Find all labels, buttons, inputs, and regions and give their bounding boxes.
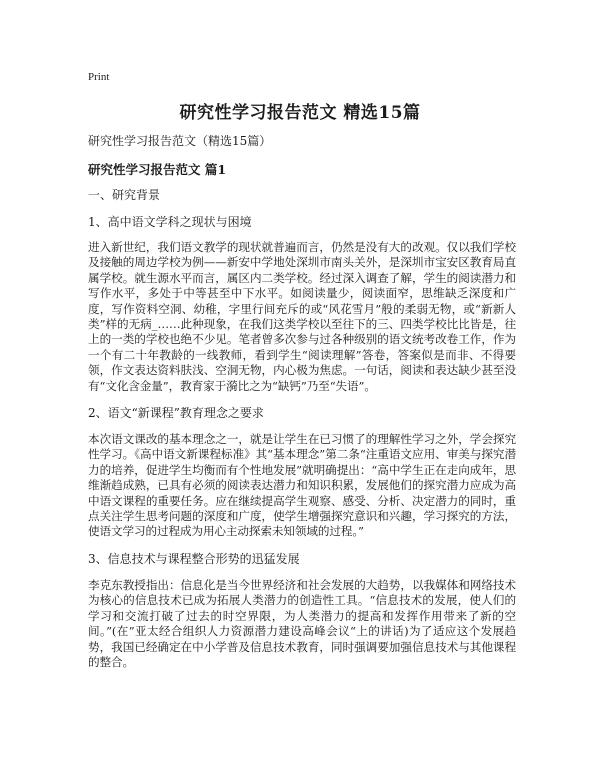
document-title: 研究性学习报告范文 精选15篇: [179, 103, 421, 123]
heading-research-background: 一、研究背景: [88, 188, 161, 202]
document-subtitle: 研究性学习报告范文（精选15篇）: [88, 134, 272, 148]
paragraph-it-integration: 李克东教授指出：信息化是当今世界经济和社会发展的大趋势，以我媒体和网络技术为核心的信息技术已成为拓展人类潜力的创造性工具。“信息技术的发展，使人们的学习和交流打破了过去的时空界限，为人类潜力的提高和发挥作用带来了新的空间。”(在”亚太经合组织人力资源潜力建设高峰会议“上的讲话)为了适应这个发展趋势，我国已经确定在中小学普及信息技术教育，同时强调要加强信息技术与其他课程的整合。: [88, 578, 516, 670]
paragraph-status: 进入新世纪，我们语文教学的现状就普遍而言，仍然是没有大的改观。仅以我们学校及接触的周边学校为例——新安中学地处深圳市南头关外，是深圳市宝安区教育局直属学校。就生源水平而言，属区内二类学校。经过深入调查了解，学生的阅读潜力和写作水平，多处于中等甚至中下水平。如阅读量少，阅读面窄，思维缺乏深度和广度，写作资料空洞、幼稚，字里行间充斥的或“风花雪月”般的柔弱无物，或“新新人类”样的无病_……此种现象，在我们这类学校以至往下的三、四类学校比比皆是，往上的一类的学校也绝不少见。笔者曾多次参与过各种级别的语文统考改卷工作，作为一个有二十年教龄的一线教师，看到学生“阅读理解”答卷，答案似是而非、不得要领，作文表达资料肤浅、空洞无物，内心极为焦虑。一句话，阅读和表达缺少甚至没有“文化含金量”，教育家于漪比之为“缺钙”乃至“失语”。: [88, 240, 516, 393]
heading-new-curriculum: 2、语文“新课程”教育理念之要求: [88, 406, 264, 420]
paragraph-new-curriculum: 本次语文课改的基本理念之一，就是让学生在已习惯了的理解性学习之外，学会探究性学习。《高中语文新课程标准》其“基本理念”第二条“注重语文应用、审美与探究潜力的培养，促进学生均衡而有个性地发展”就明确提出：“高中学生正在走向成年，思维渐趋成熟，已具有必须的阅读表达潜力和知识积累，发展他们的探究潜力应成为高中语文课程的重要任务。应在继续提高学生观察、感受、分析、决定潜力的同时，重点关注学生思考问题的深度和广度，使学生增强探究意识和兴趣，学习探究的方法，使语文学习的过程成为用心主动探索未知领域的过程。”: [88, 432, 516, 539]
heading-it-integration: 3、信息技术与课程整合形势的迅猛发展: [88, 552, 300, 566]
heading-chinese-status: 1、高中语文学科之现状与困境: [88, 215, 252, 229]
section-title: 研究性学习报告范文 篇1: [88, 162, 227, 177]
print-link[interactable]: Print: [88, 71, 110, 83]
